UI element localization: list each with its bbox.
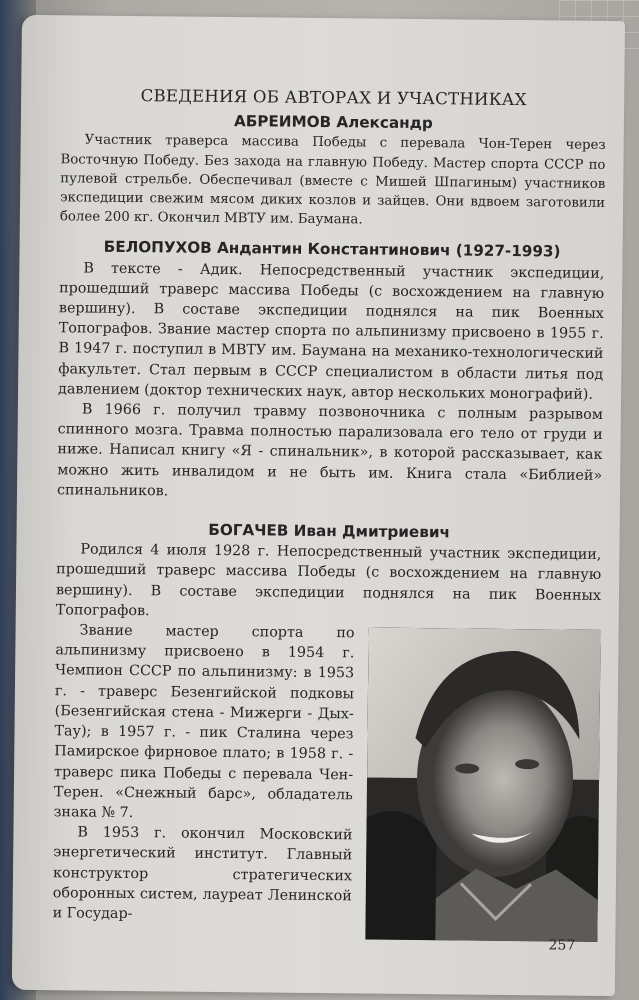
entry-name: БЕЛОПУХОВ Андантин Константинович (1927-1993) [103, 238, 561, 261]
entry-paragraph: В 1966 г. получил травму позвоночника с полным разрывом спинного мозга. Травма полностью парализовала его тело от груди и ниже. Написал книгу «Я - спинальник», в которой рассказывает, как можно жить инвалидом и не быть им. Книга стала «Библией» спинальников. [56, 401, 603, 500]
entry-belopukhov [57, 237, 605, 506]
entry-name: БОГАЧЕВ Иван Дмитриевич [208, 520, 451, 542]
entry-abreimov [60, 109, 606, 232]
page-content [52, 85, 606, 946]
portrait-photo [365, 628, 600, 942]
page-number: 257 [548, 937, 576, 954]
entry-name: АБРЕИМОВ Александр [233, 112, 433, 133]
page-title: СВЕДЕНИЯ ОБ АВТОРАХ И УЧАСТНИКАХ [140, 86, 527, 110]
entry-bogachev [53, 518, 602, 929]
book-page [12, 15, 625, 996]
entry-paragraph: Звание мастер спорта по альпинизму присвоено в 1954 г. Чемпион СССР по альпинизму: в 1953 г. - траверс Безенгийской подковы (Безенгийская стена - Мижерги - Дых-Тау); в 1957 г. - пик Сталина через Памирское фирновое плато; в 1958 г. - траверс пика Победы с перевала Чен-Терен. «Снежный барс», обладатель знака № 7. [53, 622, 355, 821]
entry-paragraph: В тексте - Адик. Непосредственный участник экспедиции, прошедший траверс массива Победы (с восхождением на главную вершину). В составе экспедиции поднялся на пик Военных Топографов. Звание мастер спорта по альпинизму присвоено в 1955 г. В 1947 г. поступил в МВТУ им. Баумана на механико-технологический факультет. Стал первым в СССР специалистом в области литья под давлением (доктор технических наук, автор нескольких монографий). [58, 260, 605, 403]
entry-paragraph: В 1953 г. окончил Московский энергетический институт. Главный конструктор стратегических оборонных систем, лауреат Ленинской и Государ- [52, 824, 353, 922]
entry-paragraph: Участник траверса массива Победы с перевала Чон-Терен через Восточную Победу. Без захода на главную Победу. Мастер спорта СССР по пулевой стрельбе. Обеспечивал (вместе с Мишей Шпагиным) участников экспедиции свежим мясом диких козлов и зайцев. Они вдвоем заготовили более 200 кг. Окончил МВТУ им. Баумана. [59, 132, 606, 228]
entry-paragraph: Родился 4 июля 1928 г. Непосредственный участник экспедиции, прошедший траверс массива Победы (с восхождением на главную вершину). В составе экспедиции поднялся на пик Военных Топографов. [55, 541, 602, 620]
